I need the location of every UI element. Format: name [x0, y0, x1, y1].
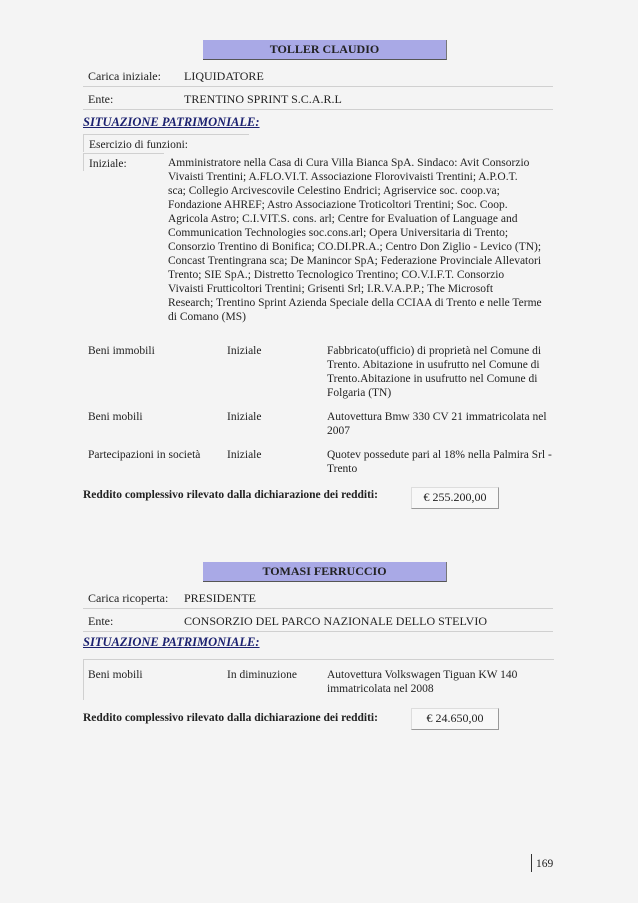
beni-line: Autovettura Bmw 330 CV 21 immatricolata nel [327, 411, 547, 423]
reddito-value: € 255.200,00 [411, 487, 499, 509]
beni-line: immatricolata nel 2008 [327, 683, 434, 695]
beni-line: Trento.Abitazione in usufrutto nel Comune di [327, 373, 538, 385]
beni-line: Trento [327, 463, 358, 475]
iniziale-line: Fondazione AHREF; Astro Associazione Troticoltori Trentini; Soc. Coop. [168, 199, 508, 211]
role-label: Carica iniziale: [88, 69, 161, 83]
iniziale-line: Vivaisti Trentini; A.FLO.VI.T. Associazione Florovivaisti Trentini; A.P.O.T. [168, 171, 518, 183]
beni-status: Iniziale [227, 449, 262, 461]
role-label: Carica ricoperta: [88, 591, 169, 605]
ente-value: TRENTINO SPRINT S.C.A.R.L [184, 92, 342, 106]
page-number-divider [531, 854, 532, 872]
iniziale-line: Amministratore nella Casa di Cura Villa Bianca SpA. Sindaco: Avit Consorzio [168, 157, 530, 169]
beni-status: In diminuzione [227, 669, 297, 681]
esercizio-label: Esercizio di funzioni: [83, 134, 249, 152]
person-name-header: TOMASI FERRUCCIO [203, 562, 447, 582]
page-number: 169 [536, 858, 554, 870]
beni-description [327, 668, 517, 696]
iniziale-line: Agricola Astro; C.I.VIT.S. cons. arl; Centre for Evaluation of Language and [168, 213, 518, 225]
ente-label: Ente: [88, 92, 114, 106]
reddito-value: € 24.650,00 [411, 708, 499, 730]
beni-line: Autovettura Volkswagen Tiguan KW 140 [327, 669, 518, 681]
person-name-header: TOLLER CLAUDIO [203, 40, 447, 60]
beni-line: Quotev possedute pari al 18% nella Palmira Srl - [327, 449, 552, 461]
ente-label: Ente: [88, 614, 114, 628]
beni-line: Trento. Abitazione in usufrutto nel Comune di [327, 359, 540, 371]
iniziale-line: Communication Technologies soc.cons.arl; Opera Universitaria di Trento; [168, 227, 509, 239]
ente-value: CONSORZIO DEL PARCO NAZIONALE DELLO STELVIO [184, 614, 487, 628]
beni-status: Iniziale [227, 345, 262, 357]
iniziale-label: Iniziale: [83, 153, 164, 171]
beni-line: 2007 [327, 425, 350, 437]
beni-category: Beni mobili [88, 669, 143, 681]
iniziale-line: Vivaisti Frutticoltori Trentini; Grisenti Srl; I.R.V.A.P.P.; The Microsoft [168, 283, 494, 295]
role-value: PRESIDENTE [184, 591, 256, 605]
iniziale-line: di Comano (MS) [168, 311, 246, 323]
reddito-label: Reddito complessivo rilevato dalla dichiarazione dei redditi: [83, 712, 378, 724]
section-title: SITUAZIONE PATRIMONIALE: [83, 115, 260, 129]
section-title: SITUAZIONE PATRIMONIALE: [83, 635, 260, 649]
iniziale-line: Trento; SIE SpA.; Distretto Tecnologico Trentino; CO.V.I.F.T. Consorzio [168, 269, 505, 281]
beni-line: Fabbricato(ufficio) di proprietà nel Comune di [327, 345, 542, 357]
iniziale-line: sca; Collegio Arcivescovile Celestino Endrici; Agriservice soc. coop.va; [168, 185, 500, 197]
beni-line: Folgaria (TN) [327, 387, 392, 399]
beni-category: Beni immobili [88, 345, 155, 357]
iniziale-line: Research; Trentino Sprint Azienda Speciale della CCIAA di Trento e nelle Terme [168, 297, 542, 309]
iniziale-line: Consorzio Trentino di Bonifica; CO.DI.PR.A.; Centro Don Ziglio - Levico (TN); [168, 241, 542, 253]
role-value: LIQUIDATORE [184, 69, 264, 83]
reddito-label: Reddito complessivo rilevato dalla dichiarazione dei redditi: [83, 489, 378, 501]
beni-description [327, 448, 552, 476]
beni-description [327, 410, 547, 438]
beni-description [327, 344, 541, 400]
iniziale-line: Concast Trentingrana sca; De Manincor SpA; Federazione Provinciale Allevatori [168, 255, 542, 267]
iniziale-text [168, 156, 568, 324]
beni-category: Partecipazioni in società [88, 449, 201, 461]
beni-status: Iniziale [227, 411, 262, 423]
beni-category: Beni mobili [88, 411, 143, 423]
